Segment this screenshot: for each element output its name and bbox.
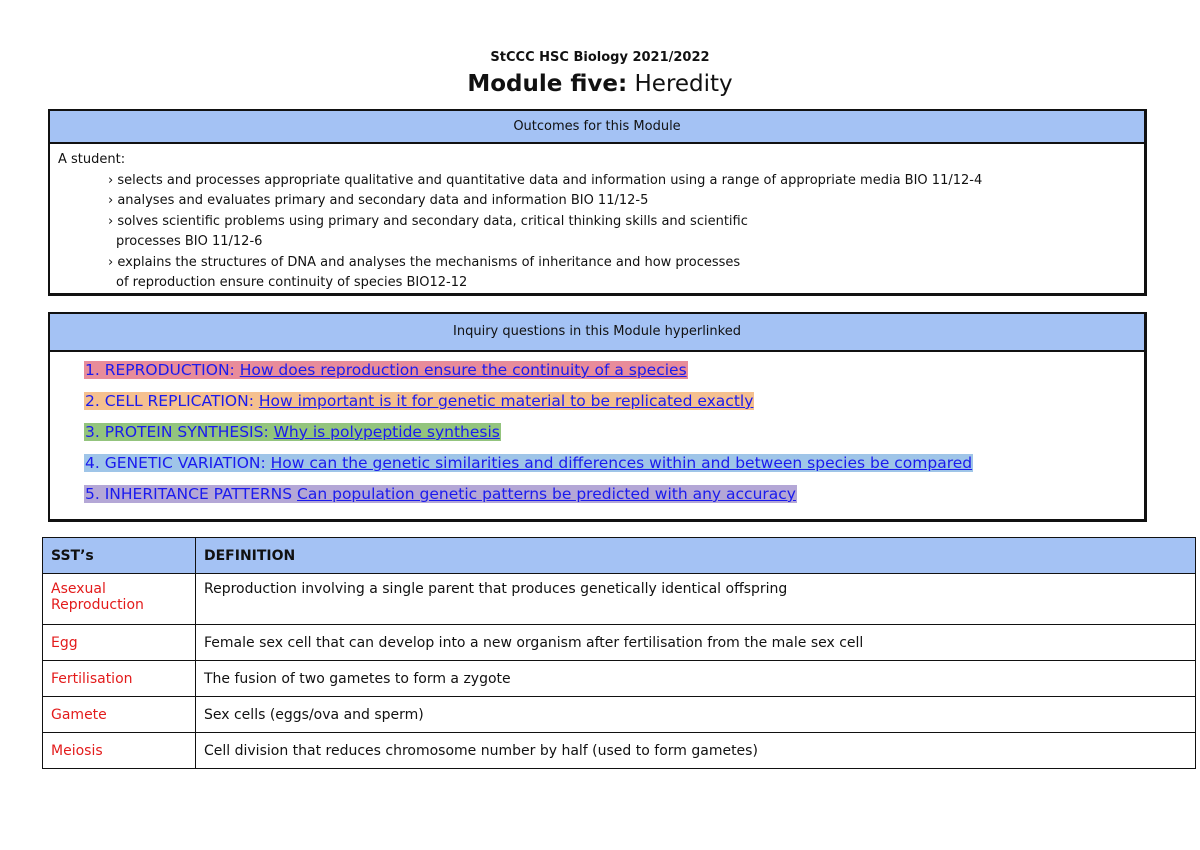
inquiry-question-reproduction (84, 359, 1144, 390)
sst-definition: Reproduction involving a single parent that produces genetically identical offspring (196, 574, 1196, 625)
inquiry-link[interactable]: How can the genetic similarities and differences within and between species be compared (270, 454, 973, 472)
inquiry-highlight (84, 361, 688, 379)
sst-definition: Sex cells (eggs/ova and sperm) (196, 697, 1196, 733)
title-module: Module five: (467, 71, 628, 97)
table-row (43, 697, 1196, 733)
sst-term: Gamete (43, 697, 196, 733)
outcome-item: › explains the structures of DNA and analyses the mechanisms of inheritance and how processes (108, 254, 741, 270)
document-subtitle: StCCC HSC Biology 2021/2022 (490, 50, 710, 65)
table-row (43, 733, 1196, 769)
outcomes-heading: Outcomes for this Module (50, 111, 1144, 144)
table-row (43, 625, 1196, 661)
sst-definition: Female sex cell that can develop into a new organism after fertilisation from the male sex cell (196, 625, 1196, 661)
inquiry-question-inheritance-patterns (84, 483, 1144, 514)
inquiry-label: 1. REPRODUCTION: (85, 361, 240, 379)
inquiry-box (48, 312, 1147, 522)
sst-header-row (43, 538, 1196, 574)
inquiry-question-genetic-variation (84, 452, 1144, 483)
sst-term: Egg (43, 625, 196, 661)
sst-term: Meiosis (43, 733, 196, 769)
outcome-item: › selects and processes appropriate qualitative and quantitative data and information using a range of appropriate media BIO 11/12-4 (108, 172, 983, 188)
inquiry-highlight (84, 485, 797, 503)
sst-term: Asexual Reproduction (43, 574, 196, 625)
outcome-item-continuation: of reproduction ensure continuity of species BIO12-12 (116, 275, 468, 290)
inquiry-label: 5. INHERITANCE PATTERNS (85, 485, 298, 503)
inquiry-label: 2. CELL REPLICATION: (85, 392, 259, 410)
inquiry-highlight (84, 423, 501, 441)
sst-definition: The fusion of two gametes to form a zygote (196, 661, 1196, 697)
sst-header-term: SST’s (43, 538, 196, 574)
inquiry-question-cell-replication (84, 390, 1144, 421)
sst-term: Fertilisation (43, 661, 196, 697)
sst-table (42, 537, 1196, 769)
inquiry-question-protein-synthesis (84, 421, 1144, 452)
inquiry-highlight (84, 392, 754, 410)
outcome-item: › analyses and evaluates primary and secondary data and information BIO 11/12-5 (108, 193, 649, 208)
outcomes-body (50, 144, 1144, 294)
table-row (43, 574, 1196, 625)
document-title (0, 71, 1200, 97)
inquiry-link[interactable]: How important is it for genetic material to be replicated exactly (258, 392, 754, 410)
inquiry-link[interactable]: Can population genetic patterns be predicted with any accuracy (297, 485, 796, 503)
inquiry-link[interactable]: How does reproduction ensure the continuity of a species (239, 361, 687, 379)
sst-header-definition: DEFINITION (196, 538, 1196, 574)
title-topic: Heredity (627, 71, 733, 97)
outcomes-box (48, 109, 1147, 296)
inquiry-label: 3. PROTEIN SYNTHESIS: (85, 423, 274, 441)
inquiry-link[interactable]: Why is polypeptide synthesis (273, 423, 500, 441)
inquiry-highlight (84, 454, 973, 472)
outcome-item-continuation: processes BIO 11/12-6 (116, 234, 263, 249)
outcome-item: › solves scientific problems using primary and secondary data, critical thinking skills and scientific (108, 213, 748, 229)
sst-definition: Cell division that reduces chromosome number by half (used to form gametes) (196, 733, 1196, 769)
inquiry-list (50, 352, 1144, 514)
outcomes-lead: A student: (58, 152, 126, 167)
table-row (43, 661, 1196, 697)
inquiry-label: 4. GENETIC VARIATION: (85, 454, 271, 472)
inquiry-heading: Inquiry questions in this Module hyperlinked (50, 314, 1144, 352)
